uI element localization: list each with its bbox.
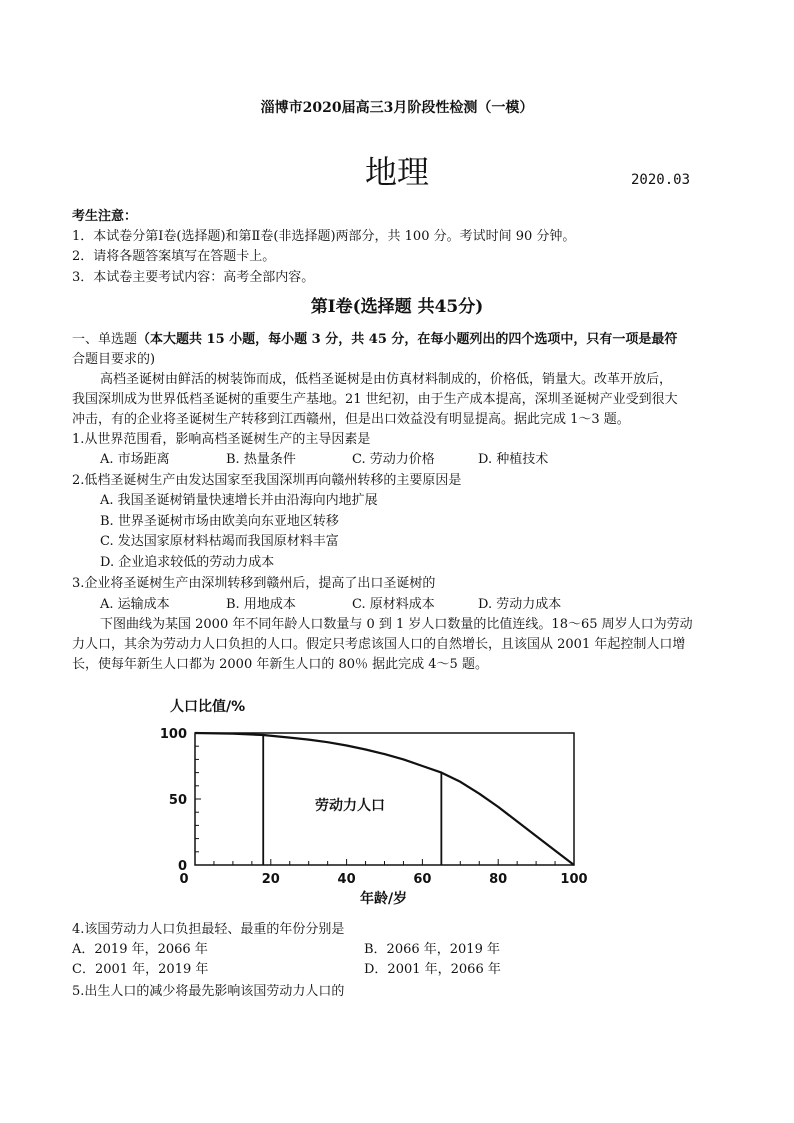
instruction-prefix: 一、单选题	[72, 332, 138, 347]
passage1-line: 冲击，有的企业将圣诞树生产转移到江西赣州，但是出口效益没有明显提高。据此完成 1～3 题。	[72, 412, 630, 427]
y-tick-label: 100	[159, 727, 187, 742]
q1-stem: 1.从世界范围看，影响高档圣诞树生产的主导因素是	[72, 432, 371, 447]
q5-stem: 5.出生人口的减少将最先影响该国劳动力人口的	[72, 984, 345, 999]
passage1-line: 高档圣诞树由鲜活的树装饰而成，低档圣诞树是由仿真材料制成的，价格低，销量大。改革开放后，	[100, 372, 673, 387]
x-tick-label: 20	[261, 872, 280, 887]
passage2-line: 长，使每年新生人口都为 2000 年新生人口的 80％ 据此完成 4～5 题。	[72, 657, 488, 672]
chart-ylabel: 人口比值/%	[170, 699, 246, 715]
q3-option-d[interactable]: D. 劳动力成本	[478, 597, 562, 612]
exam-date: 2020.03	[631, 172, 691, 188]
notice-item: 2．请将各题答案填写在答题卡上。	[72, 249, 276, 264]
passage2-line: 下图曲线为某国 2000 年不同年龄人口数量与 0 到 1 岁人口数量的比值连线。18～65 周岁人口为劳动	[100, 617, 693, 632]
population-ratio-chart	[0, 685, 794, 925]
q4-stem: 4.该国劳动力人口负担最轻、最重的年份分别是	[72, 922, 345, 937]
passage2-line: 力人口，其余为劳动力人口负担的人口。假定只考虑该国人口的自然增长，且该国从 2001 年起控制人口增	[72, 637, 686, 652]
x-tick-label: 60	[413, 872, 432, 887]
q4-option-b[interactable]: B．2066 年，2019 年	[364, 942, 500, 957]
x-tick-label: 0	[179, 872, 189, 887]
q2-option-d[interactable]: D. 企业追求较低的劳动力成本	[100, 555, 275, 570]
section-instruction-line2: 合题目要求的)	[72, 352, 156, 367]
q1-option-b[interactable]: B. 热量条件	[226, 452, 296, 467]
subject-title: 地理	[364, 153, 429, 191]
q4-option-c[interactable]: C．2001 年，2019 年	[72, 962, 209, 977]
section-instruction	[72, 330, 677, 350]
y-tick-label: 0	[177, 859, 187, 874]
q1-option-c[interactable]: C. 劳动力价格	[352, 452, 435, 467]
q2-option-c[interactable]: C. 发达国家原材料枯竭而我国原材料丰富	[100, 534, 339, 549]
y-tick-label: 50	[168, 793, 187, 808]
instruction-bold: （本大题共 15 小题，每小题 3 分，共 45 分，在每小题列出的四个选项中，只有一项是最符	[137, 332, 678, 347]
q2-stem: 2.低档圣诞树生产由发达国家至我国深圳再向赣州转移的主要原因是	[72, 473, 462, 488]
chart-xlabel: 年龄/岁	[360, 891, 408, 907]
x-tick-label: 100	[560, 872, 588, 887]
passage1-line: 我国深圳成为世界低档圣诞树的重要生产基地。21 世纪初，由于生产成本提高，深圳圣诞树产业受到很大	[72, 392, 678, 407]
q1-option-a[interactable]: A. 市场距离	[100, 452, 170, 467]
q4-option-a[interactable]: A．2019 年，2066 年	[72, 942, 208, 957]
section-title: 第Ⅰ卷(选择题 共45分)	[310, 297, 484, 317]
q3-stem: 3.企业将圣诞树生产由深圳转移到赣州后，提高了出口圣诞树的	[72, 576, 436, 591]
x-tick-label: 40	[337, 872, 356, 887]
notice-item: 3．本试卷主要考试内容：高考全部内容。	[72, 270, 315, 285]
notice-item: 1．本试卷分第Ⅰ卷(选择题)和第Ⅱ卷(非选择题)两部分，共 100 分。考试时间 90 分钟。	[72, 229, 576, 244]
q1-option-d[interactable]: D. 种植技术	[478, 452, 549, 467]
q2-option-b[interactable]: B. 世界圣诞树市场由欧美向东亚地区转移	[100, 514, 339, 529]
q3-option-c[interactable]: C. 原材料成本	[352, 597, 435, 612]
q3-option-a[interactable]: A. 运输成本	[100, 597, 170, 612]
chart-region-label: 劳动力人口	[315, 798, 385, 814]
x-tick-label: 80	[489, 872, 508, 887]
notice-heading: 考生注意：	[72, 209, 138, 224]
q2-option-a[interactable]: A. 我国圣诞树销量快速增长并由沿海向内地扩展	[100, 493, 378, 508]
exam-title: 淄博市2020届高三3月阶段性检测（一模）	[260, 100, 534, 116]
q4-option-d[interactable]: D．2001 年，2066 年	[364, 962, 501, 977]
q3-option-b[interactable]: B. 用地成本	[226, 597, 296, 612]
